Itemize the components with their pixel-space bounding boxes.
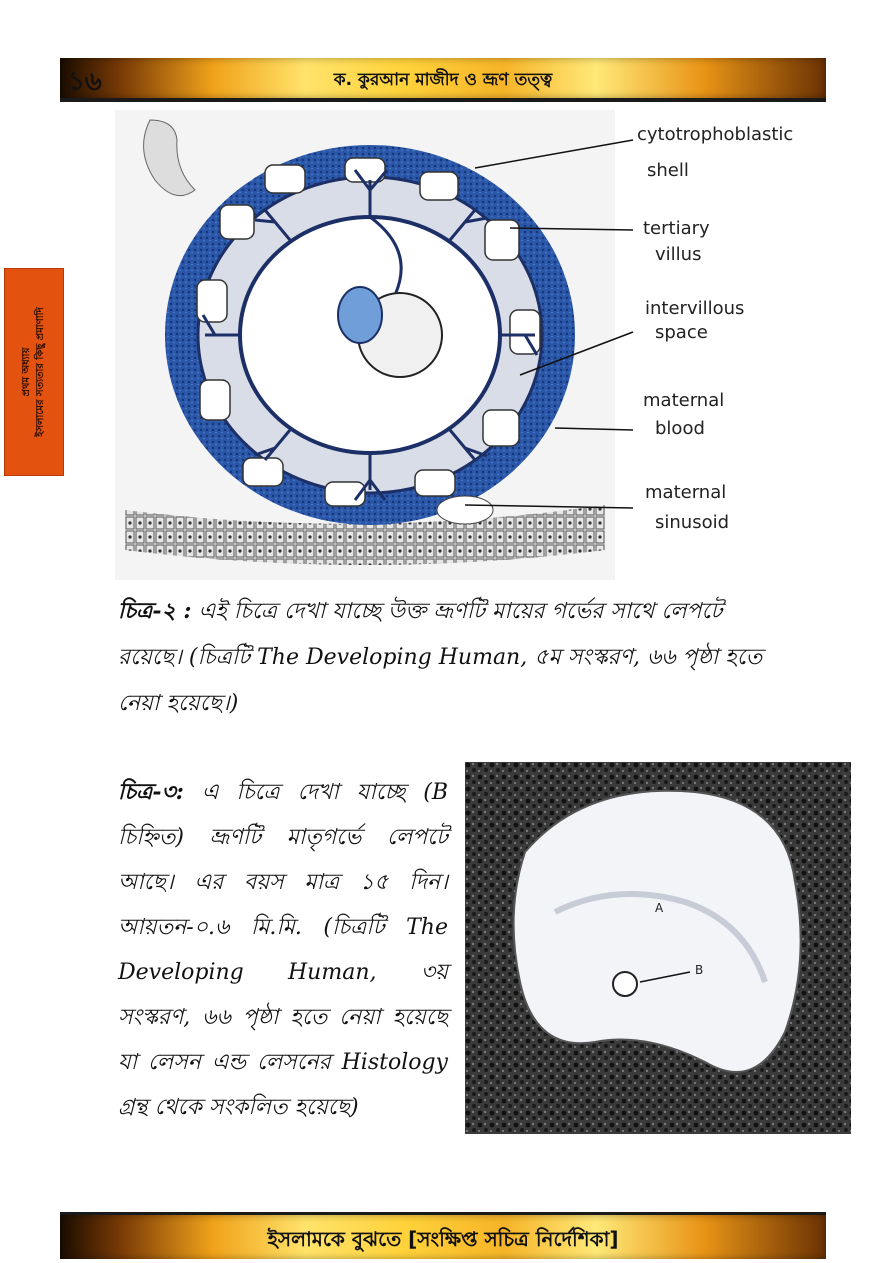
label-blood: blood — [655, 418, 705, 439]
label-villus: villus — [655, 244, 702, 265]
chapter-number: প্রথম অধ্যায় — [21, 347, 32, 397]
chorionic-cavity-micrograph — [514, 791, 801, 1072]
footer-banner — [60, 1212, 826, 1259]
embryo-b — [613, 972, 637, 996]
label-b: B — [695, 963, 704, 977]
label-maternal-1: maternal — [643, 390, 725, 411]
figure-3-caption — [118, 770, 448, 1130]
header-banner — [60, 58, 826, 102]
book-title: ইসলামকে বুঝতে [সংক্ষিপ্ত সচিত্র নির্দেশিকা] — [267, 1227, 619, 1251]
label-sinusoid: sinusoid — [655, 512, 730, 533]
chapter-title: ইসলামের সত্যতার কিছু প্রমাণাদি — [35, 307, 46, 437]
label-intervillous: intervillous — [645, 298, 745, 319]
page-number: ১৬ — [68, 67, 102, 97]
figure-3-text: এ চিত্রে দেখা যাচ্ছে (B চিহ্নিত) ভ্রূণটি মাতৃগর্ভে লেপটে আছে। এর বয়স মাত্র ১৫ দিন। আয়তন-০.৬ মি.মি. (চিত্রটি The Developing Human, ৩য় সংস্করণ, ৬৬ পৃষ্ঠা হতে নেয়া হয়েছে যা লেসন এন্ড লেসনের Histology গ্রন্থ থেকে সংকলিত হয়েছে) — [118, 780, 448, 1120]
chapter-side-tab — [4, 268, 64, 476]
label-maternal-2: maternal — [645, 482, 727, 503]
implantation-diagram — [115, 110, 805, 580]
label-a: A — [655, 901, 664, 915]
maternal-sinusoid — [437, 496, 493, 524]
running-title: ক. কুরআন মাজীদ ও ভ্রূণ তত্ত্ব — [333, 70, 553, 90]
figure-3-label: চিত্র-৩: — [118, 779, 184, 805]
label-cytotrophoblastic: cytotrophoblastic — [637, 124, 794, 145]
label-tertiary: tertiary — [643, 218, 710, 239]
label-shell: shell — [647, 160, 689, 181]
amniotic-sac — [338, 287, 382, 343]
embryo-micrograph — [465, 762, 851, 1134]
figure-2-caption — [118, 588, 768, 727]
figure-2-text: এই চিত্রে দেখা যাচ্ছে উক্ত ভ্রূণটি মায়ের গর্ভের সাথে লেপটে রয়েছে। (চিত্রটি The Developing Human, ৫ম সংস্করণ, ৬৬ পৃষ্ঠা হতে নেয়া হয়েছে।) — [118, 599, 763, 716]
figure-2-label: চিত্র-২ : — [118, 598, 192, 624]
label-space: space — [655, 322, 708, 343]
